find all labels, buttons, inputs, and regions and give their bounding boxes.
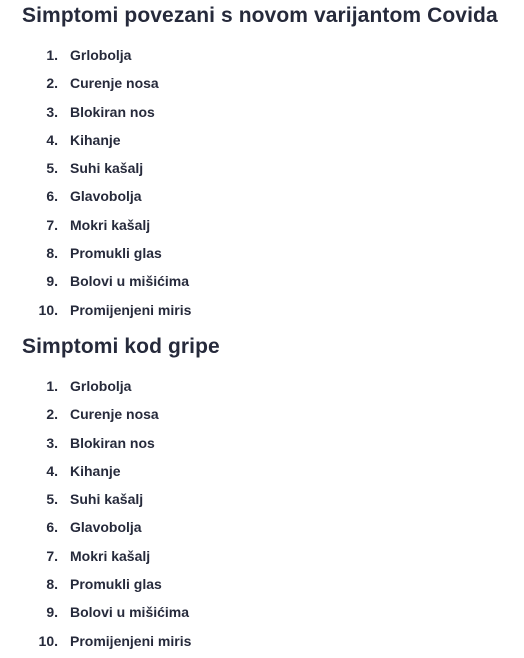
list-item-label: Grlobolja — [70, 378, 132, 394]
list-item — [0, 601, 524, 629]
list-item-label: Blokiran nos — [70, 434, 155, 451]
covid-symptoms-list — [0, 44, 524, 327]
list-item-number: 4. — [46, 131, 58, 148]
list-item-number: 9. — [46, 604, 58, 621]
list-item-label: Suhi kašalj — [70, 491, 144, 508]
list-item-number: 7. — [46, 216, 58, 233]
list-item-label: Suhi kašalj — [70, 160, 144, 177]
list-item-label: Mokri kašalj — [70, 216, 151, 233]
list-item — [0, 299, 524, 327]
list-item-label: Promijenjeni miris — [70, 301, 192, 318]
list-item-number: 5. — [46, 491, 58, 508]
list-item-number: 4. — [46, 462, 58, 479]
list-item-number: 3. — [46, 434, 58, 451]
list-item-number: 10. — [38, 301, 58, 318]
list-item-label: Grlobolja — [70, 47, 132, 63]
list-item-number: 8. — [46, 576, 58, 593]
list-item — [0, 242, 524, 270]
list-item-label: Promijenjeni miris — [70, 632, 192, 649]
list-item — [0, 432, 524, 460]
list-item-label: Promukli glas — [70, 576, 162, 593]
list-item — [0, 72, 524, 100]
list-item — [0, 185, 524, 213]
list-item-number: 3. — [46, 103, 58, 120]
list-item — [0, 545, 524, 573]
list-item — [0, 488, 524, 516]
list-item-label: Bolovi u mišićima — [70, 273, 190, 290]
flu-symptoms-heading: Simptomi kod gripe — [22, 335, 220, 358]
list-item — [0, 573, 524, 601]
list-item-label: Kihanje — [70, 131, 121, 148]
list-item — [0, 214, 524, 242]
list-item-number: 1. — [46, 47, 58, 63]
list-item-label: Kihanje — [70, 462, 121, 479]
list-item — [0, 516, 524, 544]
list-item-label: Blokiran nos — [70, 103, 155, 120]
list-item — [0, 101, 524, 129]
list-item — [0, 403, 524, 431]
list-item — [0, 157, 524, 185]
list-item-number: 1. — [46, 378, 58, 394]
list-item-number: 2. — [46, 406, 58, 423]
list-item-number: 8. — [46, 245, 58, 262]
list-item-label: Curenje nosa — [70, 406, 159, 423]
list-item-label: Glavobolja — [70, 519, 142, 536]
list-item-number: 10. — [38, 632, 58, 649]
list-item-number: 7. — [46, 547, 58, 564]
list-item-label: Glavobolja — [70, 188, 142, 205]
list-item-number: 5. — [46, 160, 58, 177]
flu-symptoms-list — [0, 375, 524, 658]
list-item-label: Mokri kašalj — [70, 547, 151, 564]
list-item-number: 6. — [46, 519, 58, 536]
list-item — [0, 460, 524, 488]
list-item-number: 2. — [46, 75, 58, 92]
list-item — [0, 44, 524, 72]
list-item — [0, 630, 524, 658]
covid-symptoms-heading: Simptomi povezani s novom varijantom Covida — [22, 4, 498, 27]
list-item-label: Promukli glas — [70, 245, 162, 262]
list-item-label: Bolovi u mišićima — [70, 604, 190, 621]
list-item — [0, 270, 524, 298]
list-item-number: 9. — [46, 273, 58, 290]
list-item — [0, 375, 524, 403]
list-item-label: Curenje nosa — [70, 75, 159, 92]
list-item — [0, 129, 524, 157]
list-item-number: 6. — [46, 188, 58, 205]
